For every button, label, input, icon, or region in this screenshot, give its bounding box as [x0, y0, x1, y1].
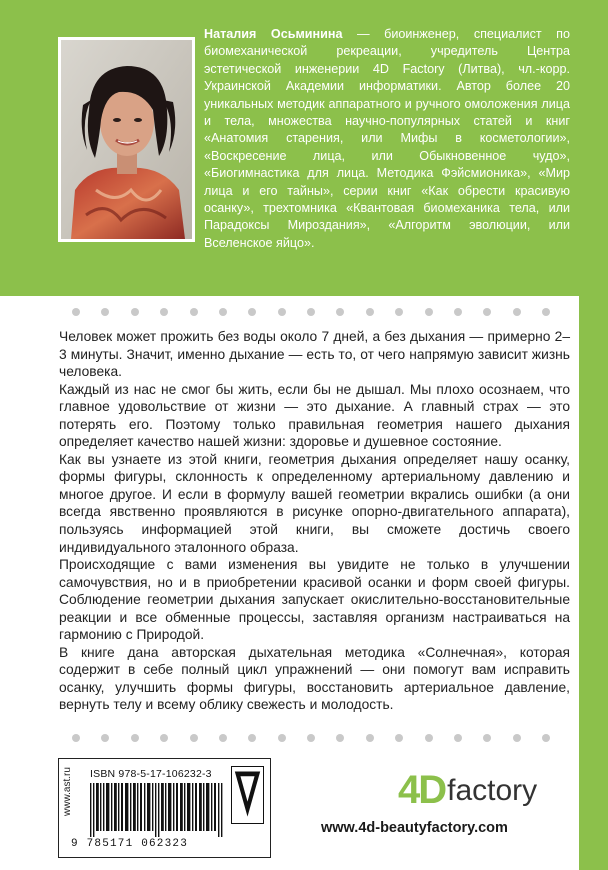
description-paragraph: Как вы узнаете из этой книги, геометрия дыхания определяет нашу осанку, формы фигуры, склонность к определенному артериальному давлению и многое другое. И если в формулу вашей геометрии вкрались ошибки (а они всегда явственно проявляются в рисунке опорно-двигательного аппарата), пользуясь информацией этой книги, вы сможете достичь своего индивидуального эталонного образа.	[59, 451, 570, 555]
logo-factory: factory	[447, 774, 538, 807]
divider-dot	[366, 734, 374, 742]
divider-dot	[160, 308, 168, 316]
divider-dot	[101, 734, 109, 742]
dot-divider-lower	[0, 734, 608, 742]
author-bio-text: — биоинженер, специалист по биомеханической рекреации, учредитель Центра эстетической инженерии 4D Factory (Литва), чл.-корр. Украинской Академии информатики. Автор более 20 уникальных методик аппаратного и ручного омоложения лица и тела, множества научно-популярных статей и книг «Анатомия старения, или Мифы в косметологии», «Воскресение лица, или Обыкновенное чудо», «Биогимнастика для лица. Методика Фэйсмионика», «Мир лица и его тайны», серии книг «Как обрести красивую осанку», трехтомника «Квантовая биомеханика тела, или Парадоксы Мироздания», «Алгоритм эволюции, или Вселенское яйцо».	[204, 27, 570, 250]
divider-dot	[219, 308, 227, 316]
divider-dot	[131, 308, 139, 316]
divider-dot	[160, 734, 168, 742]
divider-dot	[219, 734, 227, 742]
divider-dot	[307, 734, 315, 742]
divider-dot	[425, 308, 433, 316]
divider-dot	[483, 308, 491, 316]
divider-dot	[72, 308, 80, 316]
divider-dot	[454, 734, 462, 742]
divider-dot	[248, 734, 256, 742]
divider-dot	[307, 308, 315, 316]
author-portrait-icon	[61, 40, 192, 239]
divider-dot	[72, 734, 80, 742]
publisher-site: www.ast.ru	[62, 767, 73, 816]
author-name: Наталия Осьминина	[204, 27, 343, 41]
author-bio	[204, 26, 570, 252]
divider-dot	[395, 308, 403, 316]
divider-dot	[454, 308, 462, 316]
description-paragraph: В книге дана авторская дыхательная методика «Солнечная», которая содержит в себе полный цикл упражнений — они помогут вам исправить осанку, улучшить формы фигуры, восстановить артериальное давление, вернуть телу и всему облику свежесть и молодость.	[59, 644, 570, 713]
divider-dot	[190, 308, 198, 316]
author-photo	[61, 40, 192, 239]
divider-dot	[483, 734, 491, 742]
divider-dot	[101, 308, 109, 316]
divider-dot	[425, 734, 433, 742]
publisher-v-logo	[231, 766, 264, 824]
website-url[interactable]: www.4d-beautyfactory.com	[321, 820, 508, 836]
book-description	[59, 328, 570, 714]
isbn-number: ISBN 978-5-17-106232-3	[90, 768, 212, 780]
divider-dot	[248, 308, 256, 316]
triangle-v-icon	[232, 767, 263, 823]
description-paragraph: Происходящие с вами изменения вы увидите не только в улучшении самочувствия, но и в приобретении красивой осанки и форм своей фигуры. Соблюдение геометрии дыхания запускает окислительно-восстановительные реакции и все обменные процессы, заставляя организм настраиваться на гармонию с Природой.	[59, 557, 570, 643]
divider-dot	[131, 734, 139, 742]
divider-dot	[336, 734, 344, 742]
description-paragraph: Человек может прожить без воды около 7 дней, а без дыхания — примерно 2–3 минуты. Значит, именно дыхание — есть то, от чего напрямую зависит жизнь человека.	[59, 329, 570, 380]
divider-dot	[190, 734, 198, 742]
dot-divider-upper	[0, 308, 608, 316]
author-photo-frame	[58, 37, 195, 242]
divider-dot	[278, 308, 286, 316]
logo-4d: 4D	[398, 768, 446, 812]
barcode-icon	[90, 783, 225, 837]
brand-logo	[398, 770, 537, 810]
divider-dot	[336, 308, 344, 316]
description-paragraph: Каждый из нас не смог бы жить, если бы не дышал. Мы плохо осознаем, что главное удовольствие от жизни — это дыхание. А главный страх — это потерять его. Поэтому только правильная геометрия нашего дыхания определяет качество нашей жизни: здоровье и душевное состояние.	[59, 381, 570, 450]
divider-dot	[366, 308, 374, 316]
divider-dot	[278, 734, 286, 742]
divider-dot	[513, 734, 521, 742]
divider-dot	[542, 734, 550, 742]
divider-dot	[513, 308, 521, 316]
divider-dot	[542, 308, 550, 316]
barcode-digits: 9 785171 062323	[71, 838, 189, 850]
divider-dot	[395, 734, 403, 742]
